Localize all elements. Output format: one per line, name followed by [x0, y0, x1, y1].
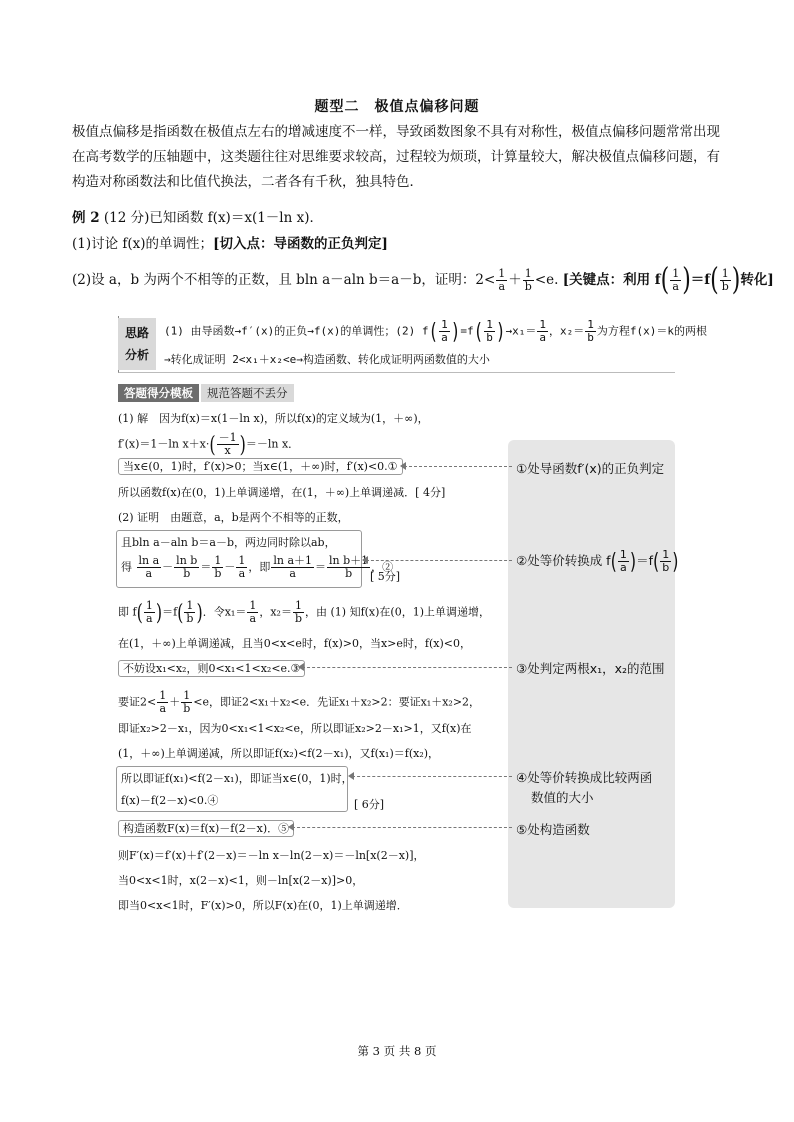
question-2-key-end: 转化] — [740, 272, 774, 288]
solution-line-16 — [118, 820, 294, 836]
thinking-label — [118, 318, 156, 370]
marked-step-5: 构造函数F(x)＝f(x)－f(2－x)．⑤ — [118, 820, 294, 837]
solution-line-15: f(x)－f(2－x)<0.④ — [121, 794, 219, 807]
arrowhead-3 — [298, 663, 304, 671]
fraction-1-over-b-key: $\frac{1}{b}$ — [721, 267, 729, 293]
solution-line-2: f′(x)＝1－ln x＋x·( $\frac{-1}{x}$ )＝－ln x． — [118, 430, 300, 458]
note-4-line-1: ④处等价转换成比较两函 — [516, 770, 653, 785]
question-2 — [72, 262, 774, 298]
template-tag: 答题得分模板 — [118, 384, 199, 402]
thinking-label-line2: 分析 — [124, 348, 149, 362]
solution-line-4: 所以函数f(x)在(0，1)上单调递增，在(1，＋∞)上单调递减．[ 4分] — [118, 486, 446, 499]
question-2-text-a: (2)设 a，b 为两个不相等的正数，且 bln a－aln b＝a－b，证明：2< — [72, 272, 496, 288]
plus-sign: ＋ — [508, 272, 522, 288]
solution-line-12: 即证x₂>2－x₁，因为0<x₁<1<x₂<e，所以即证x₂>2－x₁>1，又f(x)在 — [118, 722, 472, 735]
solution-line-7: 得 $\frac{\text{ln a}}{a}$ － $\frac{\text{ln b}}{b}$ ＝ $\frac{1}{b}$ － $\frac{1}{a}$ ，即 $\frac{\text{ln a＋1}}{a}$ ＝ $\frac{\text{ln b＋1}}{b}$ ，② — [121, 554, 394, 580]
question-1 — [72, 232, 388, 252]
fraction-1-over-b: $\frac{1}{b}$ — [524, 267, 532, 293]
solution-line-13: (1，＋∞)上单调递减，所以即证f(x₂)<f(2－x₁)，又f(x₁)＝f(x₂)， — [118, 747, 440, 760]
paren-close: ) — [731, 262, 741, 298]
fraction-1-over-a-key: $\frac{1}{a}$ — [672, 267, 680, 293]
page-footer: 第 3 页 共 8 页 — [357, 1044, 437, 1058]
note-2: ②处等价转换成 f( $\frac{1}{a}$ )＝f( $\frac{1}{b}$ ) — [516, 547, 679, 575]
paren-open: ( — [660, 262, 670, 298]
arrowhead-1 — [400, 462, 406, 470]
template-sub: 规范答题不丢分 — [201, 384, 294, 402]
solution-line-8: 即 f( $\frac{1}{a}$ )＝f( $\frac{1}{b}$ )．令x₁＝ $\frac{1}{a}$ ，x₂＝ $\frac{1}{b}$ ，由 (1) 知f(x)在(0，1)上单调递增， — [118, 598, 491, 626]
arrowhead-5 — [288, 823, 294, 831]
equals-sign: ＝ — [690, 272, 705, 288]
thinking-line-2: →转化成证明 2<x₁＋x₂<e→构造函数、转化成证明两函数值的大小 — [164, 353, 490, 366]
question-1-key: [切入点：导函数的正负判定] — [213, 236, 388, 252]
solution-line-1: (1) 解 因为f(x)＝x(1－ln x)，所以f(x)的定义域为(1，＋∞)， — [118, 412, 429, 425]
note-1: ①处导函数f′(x)的正负判定 — [516, 461, 665, 476]
paren-close: ) — [682, 262, 691, 298]
example-line — [72, 206, 323, 226]
solution-line-5: (2) 证明 由题意，a，b是两个不相等的正数， — [118, 511, 349, 524]
arrowhead-4 — [348, 772, 354, 780]
solution-line-19: 即当0<x<1时，F′(x)>0，所以F(x)在(0，1)上单调递增． — [118, 899, 408, 912]
solution-line-17: 则F′(x)＝f′(x)＋f′(2－x)＝－ln x－ln(2－x)＝－ln[x(2－x)]， — [118, 849, 425, 862]
arrow-4 — [352, 776, 512, 777]
paren-open: ( — [710, 262, 719, 298]
thinking-line-1: (1) 由导函数→f′(x)的正负→f(x)的单调性；(2) f( $\frac{1}{a}$ )=f( $\frac{1}{b}$ )→x₁＝ $\frac{1}{a}$ ，x₂＝ $\frac{1}{b}$ 为方程f(x)＝k的两根 — [164, 317, 708, 345]
arrow-5 — [292, 827, 512, 828]
example-text: (12 分)已知函数 f(x)＝x(1－ln x)． — [103, 210, 323, 226]
solution-line-9: 在(1，＋∞)上单调递减，且当0<x<e时，f(x)>0，当x>e时，f(x)<0， — [118, 637, 471, 650]
f-label: f — [704, 272, 711, 288]
thinking-label-line1: 思路 — [124, 326, 149, 340]
solution-line-3 — [118, 458, 403, 474]
section-title: 题型二 极值点偏移问题 — [314, 99, 480, 115]
note-4-line-2: 数值的大小 — [531, 790, 594, 805]
solution-line-11: 要证2< $\frac{1}{a}$ ＋ $\frac{1}{b}$ <e，即证2<x₁＋x₂<e．先证x₁＋x₂>2：要证x₁＋x₂>2， — [118, 689, 481, 715]
template-header — [118, 384, 294, 402]
marked-step-3: 不妨设x₁<x₂，则0<x₁<1<x₂<e.③ — [118, 660, 305, 677]
intro-paragraph: 极值点偏移是指函数在极值点左右的增减速度不一样，导致函数图象不具有对称性，极值点偏移问题常常出现在高考数学的压轴题中，这类题往往对思维要求较高，过程较为烦琐，计算量较大，解决极值点偏移问题，有构造对称函数法和比值代换法，二者各有千秋，独具特色． — [72, 124, 720, 190]
solution-line-10 — [118, 660, 305, 676]
fraction-1-over-a: $\frac{1}{a}$ — [498, 267, 506, 293]
solution-line-14: 所以即证f(x₁)<f(2－x₁)，即证当x∈(0，1)时， — [121, 772, 353, 785]
solution-line-18: 当0<x<1时，x(2－x)<1，则－ln[x(2－x)]>0， — [118, 874, 364, 887]
question-1-text: (1)讨论 f(x)的单调性； — [72, 236, 214, 252]
arrowhead-2 — [362, 556, 368, 564]
solution-line-6: 且bln a－aln b＝a－b，两边同时除以ab， — [121, 536, 336, 549]
example-label: 例 2 — [72, 210, 100, 226]
arrow-3 — [302, 667, 512, 668]
question-2-text-b: <e. — [534, 272, 559, 288]
question-2-key: [关键点：利用 f — [562, 272, 661, 288]
marked-step-1: 当x∈(0，1)时，f′(x)>0；当x∈(1，＋∞)时，f′(x)<0.① — [118, 458, 403, 475]
score-5: [ 5分] — [370, 570, 401, 583]
arrow-1 — [404, 466, 512, 467]
note-5: ⑤处构造函数 — [516, 822, 590, 837]
arrow-2 — [366, 560, 512, 561]
score-6: [ 6分] — [354, 798, 385, 811]
note-3: ③处判定两根x₁，x₂的范围 — [516, 661, 665, 676]
